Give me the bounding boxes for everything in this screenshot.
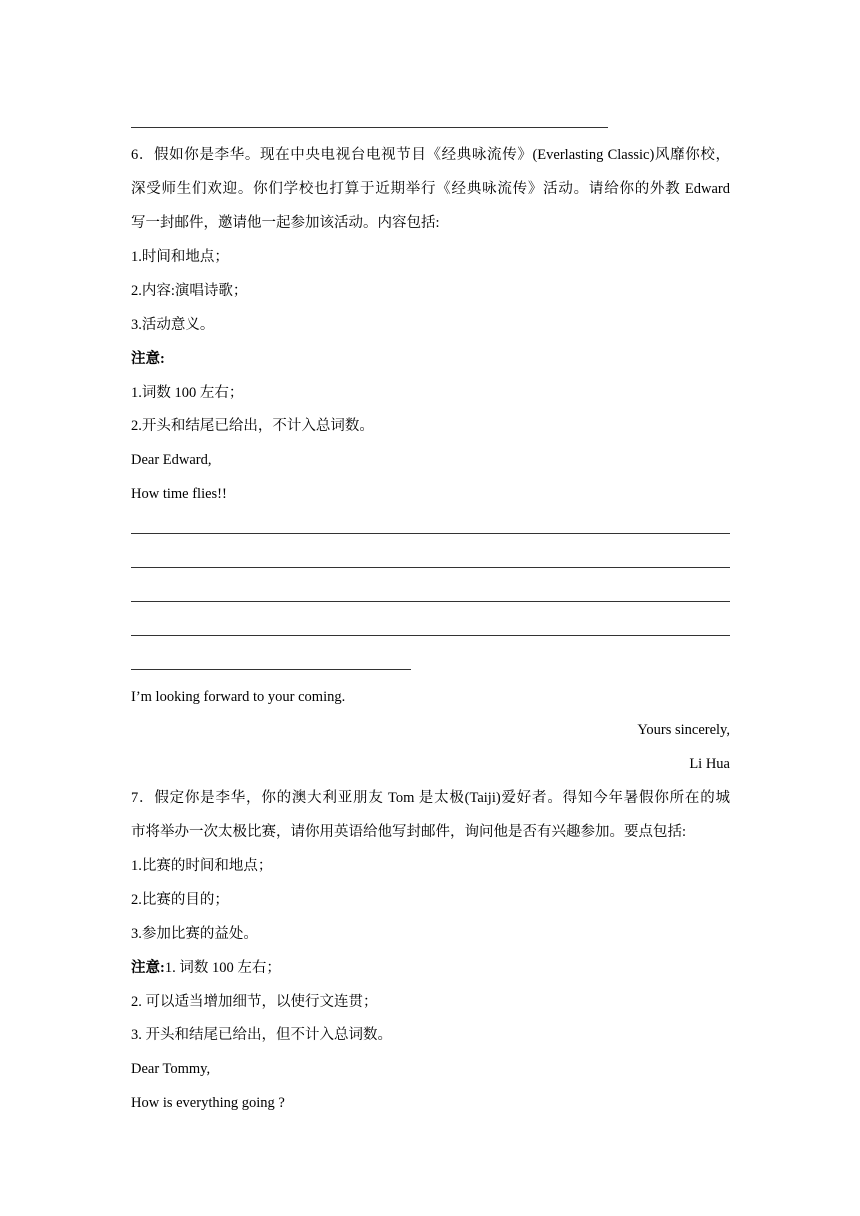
q7-greeting: Dear Tommy, xyxy=(131,1061,211,1077)
q6-note: 2.开头和结尾已给出，不计入总词数。 xyxy=(131,418,374,434)
answer-line xyxy=(131,127,608,128)
answer-line xyxy=(131,635,730,636)
q6-stem-line: 6．假如你是李华。现在中央电视台电视节目《经典咏流传》(Everlasting Classic)风靡你校， xyxy=(131,147,730,163)
q6-note-label: 注意: xyxy=(131,351,165,367)
q6-note: 1.词数 100 左右； xyxy=(131,385,244,401)
q6-point: 2.内容:演唱诗歌； xyxy=(131,283,248,299)
q7-point: 2.比赛的目的； xyxy=(131,892,229,908)
answer-line xyxy=(131,533,730,534)
q7-note: 1. 词数 100 左右； xyxy=(164,960,281,976)
q7-stem-line: 7．假定你是李华，你的澳大利亚朋友 Tom 是太极(Taiji)爱好者。得知今年暑假你所在的城 xyxy=(131,790,730,806)
q7-point: 1.比赛的时间和地点； xyxy=(131,858,273,874)
q7-note: 2. 可以适当增加细节，以使行文连贯； xyxy=(131,994,378,1010)
q7-opening: How is everything going ? xyxy=(131,1095,285,1111)
q6-opening: How time flies!! xyxy=(131,486,227,502)
q6-point: 1.时间和地点； xyxy=(131,249,229,265)
q7-note-line xyxy=(131,958,730,978)
q6-stem-line: 写一封邮件，邀请他一起参加该活动。内容包括: xyxy=(131,215,440,231)
q6-stem-line: 深受师生们欢迎。你们学校也打算于近期举行《经典咏流传》活动。请给你的外教 Edward xyxy=(131,181,730,197)
q7-note: 3. 开头和结尾已给出，但不计入总词数。 xyxy=(131,1027,392,1043)
q7-point: 3.参加比赛的益处。 xyxy=(131,926,258,942)
q6-signature: Li Hua xyxy=(689,756,730,772)
q6-closing: I’m looking forward to your coming. xyxy=(131,689,346,705)
answer-line xyxy=(131,669,411,670)
q6-signoff: Yours sincerely, xyxy=(637,722,730,738)
q7-note-label: 注意: xyxy=(131,960,165,976)
q6-point: 3.活动意义。 xyxy=(131,317,215,333)
answer-line xyxy=(131,601,730,602)
answer-line xyxy=(131,567,730,568)
q6-greeting: Dear Edward, xyxy=(131,452,212,468)
q7-stem-line: 市将举办一次太极比赛，请你用英语给他写封邮件，询问他是否有兴趣参加。要点包括: xyxy=(131,824,687,840)
